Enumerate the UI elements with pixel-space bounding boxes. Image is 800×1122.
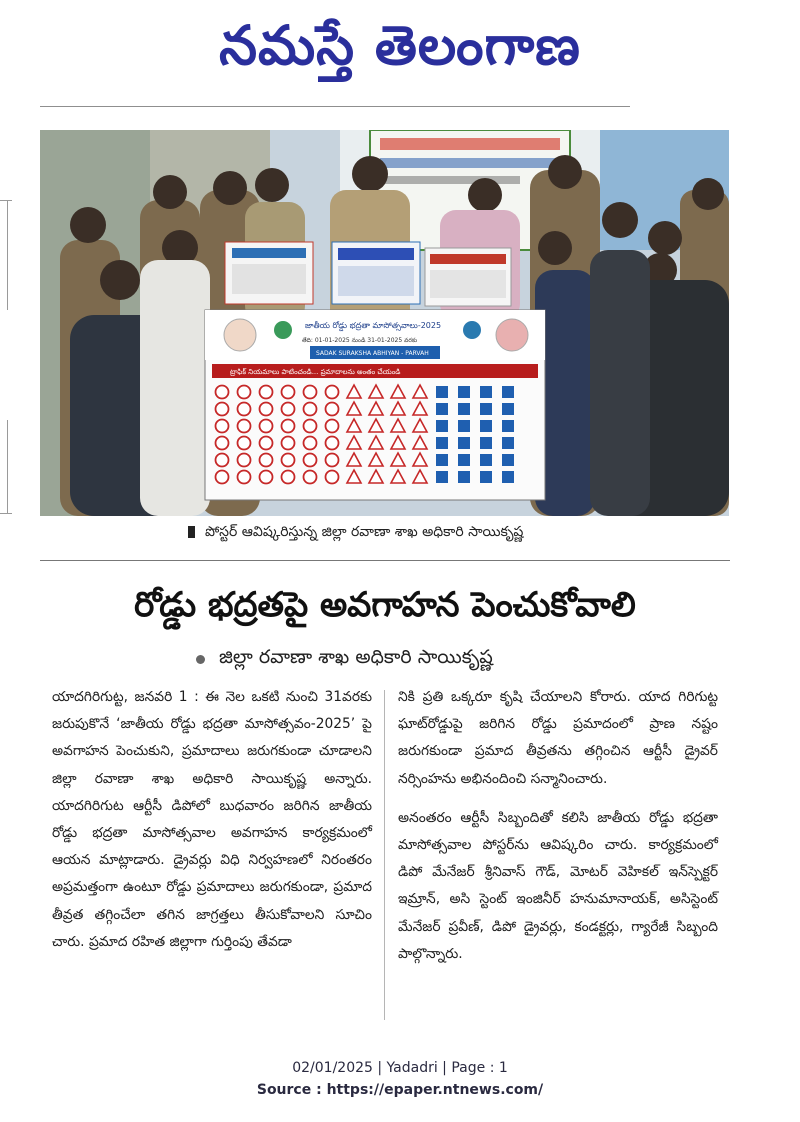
photo-caption-row <box>70 520 750 544</box>
traffic-sign <box>260 471 273 484</box>
traffic-sign <box>282 437 295 450</box>
traffic-sign <box>458 420 470 432</box>
traffic-sign <box>436 437 448 449</box>
traffic-sign <box>304 471 317 484</box>
traffic-sign <box>260 454 273 467</box>
caption-marker <box>188 526 195 538</box>
newspaper-logo: నమస్తే తెలంగాణ <box>219 14 581 77</box>
traffic-sign <box>216 471 229 484</box>
traffic-sign <box>304 403 317 416</box>
traffic-sign <box>480 454 492 466</box>
traffic-sign <box>216 386 229 399</box>
traffic-sign <box>480 403 492 415</box>
traffic-sign <box>216 403 229 416</box>
article-column-right <box>398 684 718 968</box>
traffic-sign <box>480 471 492 483</box>
traffic-sign <box>480 420 492 432</box>
article-column-left <box>52 684 372 956</box>
article-paragraph: అనంతరం ఆర్టీసీ సిబ్బందితో కలిసి జాతీయ రోడ్డు భద్రతా మాసోత్సవాల పోస్టర్‌ను ఆవిష్కరిం చారు. కార్యక్రమంలో డిపో మేనేజర్ శ్రీనివాస్ గౌడ్, మోటర్ వెహికల్ ఇన్‌స్పెక్టర్ ఇమ్రాన్, అసి స్టెంట్ ఇంజినీర్ హనుమానాయక్, అసిస్టెంట్ మేనేజర్ ప్రవీణ్, డిపో డ్రైవర్లు, కండక్టర్లు, గ్యారేజీ సిబ్బంది పాల్గొన్నారు. <box>398 809 718 962</box>
traffic-sign <box>260 420 273 433</box>
traffic-sign <box>502 454 514 466</box>
traffic-sign <box>480 386 492 398</box>
traffic-sign <box>502 471 514 483</box>
traffic-sign <box>216 454 229 467</box>
traffic-sign <box>304 386 317 399</box>
traffic-sign <box>216 420 229 433</box>
traffic-sign <box>436 471 448 483</box>
traffic-sign <box>326 403 339 416</box>
traffic-sign <box>260 437 273 450</box>
held-poster <box>425 248 511 306</box>
column-divider <box>384 690 385 1020</box>
traffic-sign <box>282 471 295 484</box>
banner-campaign: SADAK SURAKSHA ABHIYAN - PARVAH <box>316 350 429 357</box>
held-poster <box>332 242 420 304</box>
traffic-sign <box>502 403 514 415</box>
traffic-sign <box>326 454 339 467</box>
traffic-sign <box>458 454 470 466</box>
traffic-sign <box>260 403 273 416</box>
headline: రోడ్డు భద్రతపై అవగాహన పెంచుకోవాలి <box>134 585 636 625</box>
traffic-sign <box>458 403 470 415</box>
traffic-sign <box>326 420 339 433</box>
traffic-sign <box>304 437 317 450</box>
traffic-sign <box>436 403 448 415</box>
traffic-sign <box>260 386 273 399</box>
traffic-sign <box>282 386 295 399</box>
masthead <box>0 6 800 86</box>
subheadline-text: జిల్లా రవాణా శాఖ అధికారి సాయికృష్ణ <box>219 645 493 668</box>
traffic-sign <box>238 454 251 467</box>
source-link[interactable]: Source : https://epaper.ntnews.com/ <box>256 1082 544 1098</box>
caption-divider <box>40 560 730 561</box>
traffic-sign <box>326 386 339 399</box>
banner-heading: జాతీయ రోడ్డు భద్రతా మాసోత్సవాలు-2025 <box>305 321 442 330</box>
article-paragraph: నికి ప్రతి ఒక్కరూ కృషి చేయాలని కోరారు. యాద గిరిగుట్ట ఘాట్‌రోడ్డుపై జరిగిన రోడ్డు ప్రమాదంలో ప్రాణ నష్టం జరుగకుండా ప్రమాద తీవ్రతను తగ్గించిన ఆర్టీసీ డ్రైవర్ నర్సింహను అభినందించి సన్మానించారు. <box>398 689 718 787</box>
traffic-sign <box>304 454 317 467</box>
traffic-sign <box>458 437 470 449</box>
photo-caption: పోస్టర్ ఆవిష్కరిస్తున్న జిల్లా రవాణా శాఖ అధికారి సాయికృష్ణ <box>205 524 524 540</box>
traffic-sign <box>282 454 295 467</box>
traffic-sign <box>326 437 339 450</box>
traffic-sign <box>238 471 251 484</box>
traffic-sign <box>480 437 492 449</box>
banner-slogan: ట్రాఫిక్ నియమాలు పాటించండి... ప్రమాదాలను అంతం చేయండి <box>230 368 401 376</box>
bullet-icon <box>196 655 205 664</box>
traffic-sign <box>238 386 251 399</box>
traffic-sign <box>216 437 229 450</box>
edition-info: 02/01/2025 | Yadadri | Page : 1 <box>292 1060 508 1076</box>
traffic-sign <box>458 386 470 398</box>
traffic-sign <box>238 420 251 433</box>
traffic-sign <box>238 437 251 450</box>
traffic-sign <box>282 403 295 416</box>
traffic-sign <box>282 420 295 433</box>
traffic-sign <box>436 454 448 466</box>
subheadline <box>196 644 756 674</box>
traffic-sign <box>436 420 448 432</box>
page-edge-mark <box>7 200 8 310</box>
page-edge-mark <box>7 420 8 514</box>
traffic-sign <box>458 471 470 483</box>
road-safety-banner <box>205 310 545 500</box>
page-edge-mark <box>0 513 12 514</box>
page-edge-mark <box>0 200 12 201</box>
traffic-sign <box>238 403 251 416</box>
banner-dates: తేది: 01-01-2025 నుండి 31-01-2025 వరకు <box>302 337 418 344</box>
traffic-sign <box>502 420 514 432</box>
traffic-sign <box>502 437 514 449</box>
traffic-sign <box>326 471 339 484</box>
traffic-sign <box>304 420 317 433</box>
masthead-divider <box>40 106 630 107</box>
article-paragraph: యాదగిరిగుట్ట, జనవరి 1 : ఈ నెల ఒకటి నుంచి 31వరకు జరుపుకొనే ‘జాతీయ రోడ్డు భద్రతా మాసోత్సవం-2025’ పై అవగాహన పెంచుకుని, ప్రమాదాలు జరుగకుండా చూడాలని జిల్లా రవాణా శాఖ అధికారి సాయికృష్ణ అన్నారు. యాదగిరిగుట ఆర్టీసీ డిపోలో బుధవారం జరిగిన జాతీయ రోడ్డు భద్రతా మాసోత్సవాల అవగాహన కార్యక్రమంలో ఆయన మాట్లాడారు. డ్రైవర్లు విధి నిర్వహణలో నిరంతరం అప్రమత్తంగా ఉంటూ రోడ్డు ప్రమాదాలు జరుగకుండా, ప్రమాద తీవ్రత తగ్గించేలా తగిన జాగ్రత్తలు తీసుకోవాలని సూచిం చారు. ప్రమాద రహిత జిల్లాగా గుర్తింపు తేవడా <box>52 689 372 950</box>
held-poster <box>225 242 313 304</box>
traffic-sign <box>502 386 514 398</box>
traffic-sign <box>436 386 448 398</box>
news-photo <box>40 130 729 516</box>
